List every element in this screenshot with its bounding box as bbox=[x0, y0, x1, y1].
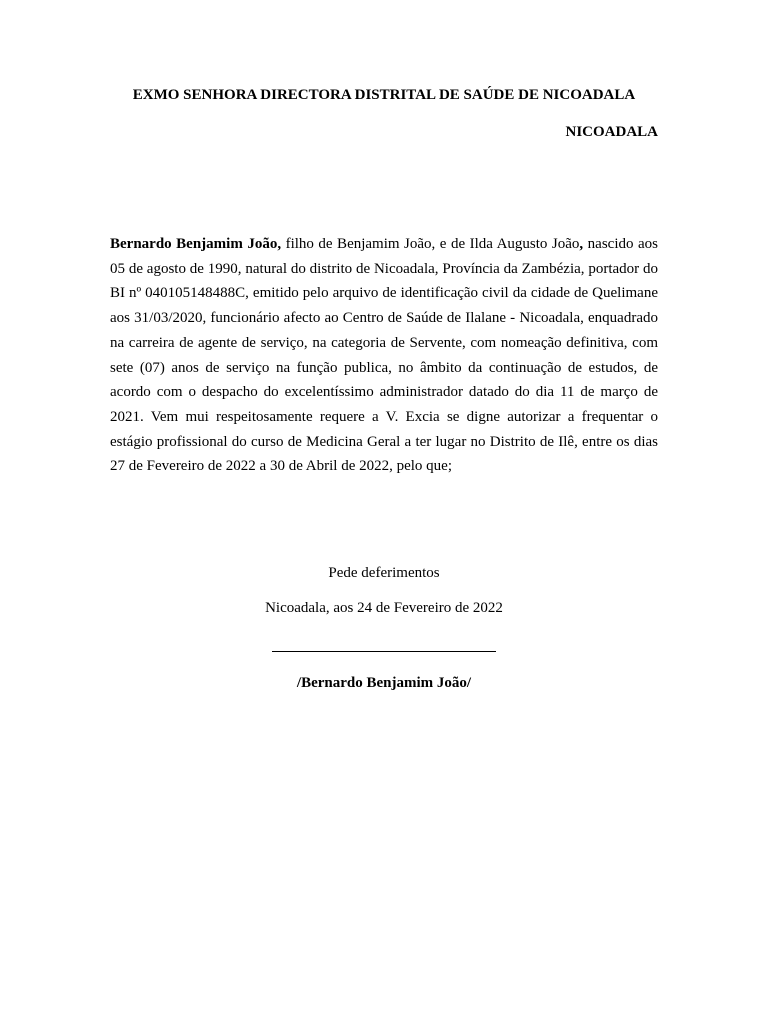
paragraph-bold-comma: , bbox=[579, 236, 584, 252]
addressee-location: NICOADALA bbox=[565, 124, 658, 140]
closing-phrase: Pede deferimentos bbox=[328, 565, 440, 581]
addressee-heading: EXMO SENHORA DIRECTORA DISTRITAL DE SAÚDE DE NICOADALA bbox=[132, 87, 636, 103]
applicant-name: Bernardo Benjamim João, bbox=[110, 236, 282, 252]
place-and-date: Nicoadala, aos 24 de Fevereiro de 2022 bbox=[265, 600, 503, 616]
paragraph-text-part2: nascido aos 05 de agosto de 1990, natural do distrito de Nicoadala, Província da Zambézia, portador do BI nº 040105148488C, emitido pelo arquivo de identificação civil da cidade de Quelimane aos 31/03/2020, funcionário afecto ao Centro de Saúde de Ilalane - Nicoadala, enquadrado na carreira de agente de serviço, na categoria de Servente, com nomeação definitiva, com sete (07) anos de serviço na função publica, no âmbito da continuação de estudos, de acordo com o despacho do excelentíssimo administrador datado do dia 11 de março de 2021. Vem mui respeitosamente requere a V. Excia se digne autorizar a frequentar o estágio profissional do curso de Medicina Geral a ter lugar no Distrito de Ilê, entre os dias 27 de Fevereiro de 2022 a 30 de Abril de 2022, pelo que; bbox=[110, 236, 658, 475]
signature-line bbox=[272, 641, 496, 652]
request-paragraph bbox=[110, 232, 658, 479]
paragraph-text-part1: filho de Benjamim João, e de Ilda Augusto João bbox=[281, 236, 580, 252]
signature-name: /Bernardo Benjamim João/ bbox=[296, 675, 472, 691]
